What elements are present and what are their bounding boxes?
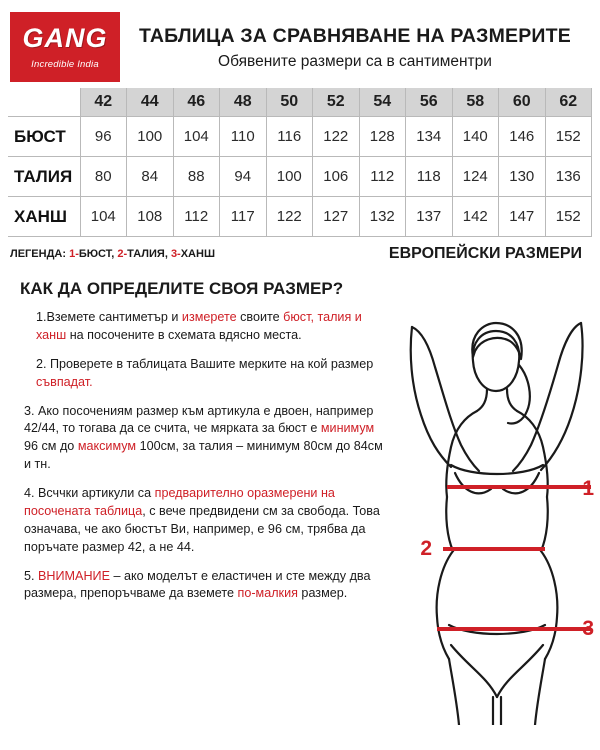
table-cell: 147 (499, 197, 546, 237)
step-text-run: минимум (320, 421, 375, 436)
size-table (8, 88, 592, 237)
page-subtitle: Обявените размери са в сантиментри (218, 53, 492, 70)
table-cell: 100 (266, 157, 313, 197)
size-header-cell: 52 (313, 88, 360, 117)
step-text-run: 1.Вземете сантиметър и (36, 310, 182, 324)
table-cell: 108 (127, 197, 174, 237)
legend-num-3: 3- (170, 248, 181, 260)
howto-step-1 (24, 309, 390, 345)
table-cell: 140 (452, 117, 499, 157)
size-header-cell: 56 (406, 88, 453, 117)
table-cell: 134 (406, 117, 453, 157)
measure-marker-2: 2 (420, 537, 432, 560)
table-cell: 110 (220, 117, 267, 157)
step-text-run: своите (236, 310, 284, 324)
legend-label-3: ХАНШ (180, 248, 215, 260)
legend-num-2: 2- (117, 248, 128, 260)
step-text-run: – ако моделът е еластичен и сте между два размера, препоръчваме да вземете (24, 568, 371, 601)
legend-num-1: 1- (69, 248, 79, 260)
table-cell: 136 (545, 157, 592, 197)
euro-sizes-label: ЕВРОПЕЙСКИ РАЗМЕРИ (388, 245, 582, 262)
legend-label-2: ТАЛИЯ (127, 248, 165, 260)
step-text-run: размер. (297, 586, 348, 601)
table-cell: 152 (545, 197, 592, 237)
table-cell: 88 (173, 157, 220, 197)
step-text-run: по-малкия (237, 586, 298, 601)
step-text-run: на посочените в схемата вдясно места. (66, 327, 302, 342)
size-header-cell: 58 (452, 88, 499, 117)
step-text-run: ВНИМАНИЕ (38, 568, 110, 583)
step-text-run: 3. Ако посочениям размер към артикула е двоен, например 42/44, то тогава да се счита, че мярката за бюст е (24, 403, 374, 436)
document-header (0, 0, 600, 88)
legend-prefix: ЛЕГЕНДА: (10, 248, 67, 260)
brand-name: GANG (22, 22, 108, 53)
header-titles (120, 12, 590, 71)
table-row (8, 157, 592, 197)
table-row (8, 197, 592, 237)
brand-tagline: Incredible India (31, 58, 99, 70)
step-text-run: 5. (24, 568, 39, 583)
table-corner-cell (8, 88, 80, 117)
table-cell: 117 (220, 197, 267, 237)
table-header-row (8, 88, 592, 117)
step-text-run: 96 см до (24, 439, 78, 454)
table-cell: 94 (220, 157, 267, 197)
table-cell: 112 (173, 197, 220, 237)
table-cell: 122 (266, 197, 313, 237)
legend: ЛЕГЕНДА: 1-БЮСТ, 2-ТАЛИЯ, 3-ХАНШ (10, 248, 215, 260)
table-cell: 106 (313, 157, 360, 197)
size-header-cell: 46 (173, 88, 220, 117)
table-cell: 152 (545, 117, 592, 157)
step-text-run: измерете (181, 310, 237, 324)
step-text-run: , с вече предвидени см за свобода. Това означава, че ако бюстът Ви, например, е 96 см, трябва да поръчате размер 42, а не 44. (24, 503, 380, 554)
size-header-cell: 50 (266, 88, 313, 117)
table-cell: 146 (499, 117, 546, 157)
row-label-hips: ХАНШ (8, 197, 80, 237)
table-cell: 112 (359, 157, 406, 197)
size-header-cell: 44 (127, 88, 174, 117)
legend-row (0, 237, 600, 265)
size-header-cell: 48 (220, 88, 267, 117)
howto-step-5 (24, 568, 390, 604)
table-cell: 124 (452, 157, 499, 197)
table-cell: 128 (359, 117, 406, 157)
howto-steps (0, 305, 390, 603)
step-text-run: съвпадат. (36, 374, 93, 389)
table-cell: 130 (499, 157, 546, 197)
table-row (8, 117, 592, 157)
howto-heading: КАК ДА ОПРЕДЕЛИТЕ СВОЯ РАЗМЕР? (20, 279, 344, 298)
table-cell: 122 (313, 117, 360, 157)
table-cell: 100 (127, 117, 174, 157)
table-cell: 84 (127, 157, 174, 197)
table-cell: 118 (406, 157, 453, 197)
table-cell: 137 (406, 197, 453, 237)
howto-content (0, 305, 600, 725)
row-label-bust: БЮСТ (8, 117, 80, 157)
table-cell: 127 (313, 197, 360, 237)
step-text-run: максимум (77, 439, 137, 454)
size-header-cell: 54 (359, 88, 406, 117)
step-text-run: 4. Всччки артикули са (24, 486, 155, 500)
size-header-cell: 62 (545, 88, 592, 117)
step-text-run: 2. Проверете в таблицата Вашите мерките на кой размер (36, 356, 374, 371)
row-label-waist: ТАЛИЯ (8, 157, 80, 197)
table-cell: 80 (80, 157, 127, 197)
howto-step-4 (24, 485, 390, 557)
measure-marker-1: 1 (582, 477, 594, 500)
table-cell: 104 (173, 117, 220, 157)
howto-step-3 (24, 403, 390, 475)
table-cell: 96 (80, 117, 127, 157)
step-text-run: бюст, талия и ханш (36, 310, 362, 342)
step-text-run: предварително оразмерени на посочената таблица (24, 486, 335, 518)
table-cell: 132 (359, 197, 406, 237)
brand-logo (10, 12, 120, 82)
size-table-wrapper (0, 88, 600, 237)
step-text-run: 100см, за талия – минимум 80см до 84см и тн. (24, 439, 383, 472)
size-header-cell: 42 (80, 88, 127, 117)
table-cell: 142 (452, 197, 499, 237)
howto-step-2 (24, 356, 390, 392)
body-measurement-figure (395, 305, 600, 725)
size-header-cell: 60 (499, 88, 546, 117)
table-cell: 116 (266, 117, 313, 157)
table-cell: 104 (80, 197, 127, 237)
measure-marker-3: 3 (582, 617, 594, 640)
legend-label-1: БЮСТ (78, 248, 112, 260)
page-title: ТАБЛИЦА ЗА СРАВНЯВАНЕ НА РАЗМЕРИТЕ (139, 25, 571, 47)
